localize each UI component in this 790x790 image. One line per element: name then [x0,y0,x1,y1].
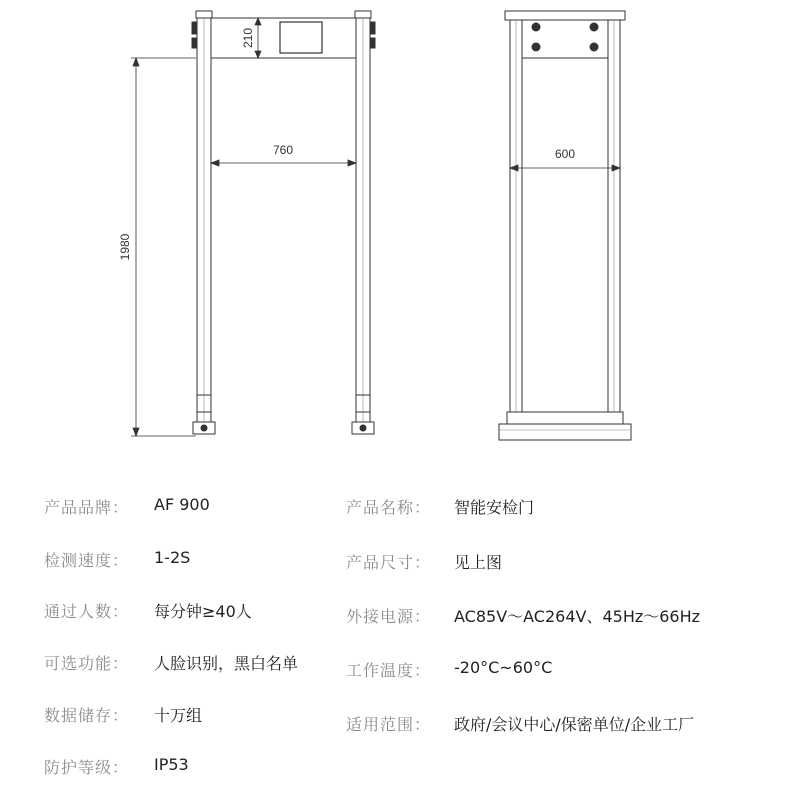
spec-value-applications: 政府/会议中心/保密单位/企业工厂 [454,715,695,734]
spec-value-brand: AF 900 [154,495,210,514]
spec-label-throughput: 通过人数： [44,602,130,621]
spec-label-size: 产品尺寸： [346,553,432,572]
spec-value-protection: IP53 [154,755,189,774]
spec-value-options: 人脸识别，黑白名单 [154,654,299,673]
spec-value-speed: 1-2S [154,548,191,567]
spec-value-throughput: 每分钟≥40人 [154,602,252,621]
spec-label-name: 产品名称： [346,498,432,517]
spec-label-speed: 检测速度： [44,551,130,570]
dim-depth: 600 [554,147,576,161]
spec-label-storage: 数据储存： [44,706,130,725]
spec-label-temperature: 工作温度： [346,661,432,680]
dim-top-height: 210 [241,27,256,49]
spec-label-protection: 防护等级： [44,758,130,777]
dim-inner-width: 760 [272,143,294,157]
spec-label-brand: 产品品牌： [44,498,130,517]
spec-value-temperature: -20°C~60°C [454,658,553,677]
spec-value-name: 智能安检门 [454,498,535,517]
spec-label-options: 可选功能： [44,654,130,673]
spec-label-applications: 适用范围： [346,715,432,734]
spec-label-power: 外接电源： [346,607,432,626]
spec-value-storage: 十万组 [154,706,203,725]
dim-total-height: 1980 [118,233,133,261]
spec-value-power: AC85V～AC264V、45Hz～66Hz [454,607,701,626]
spec-value-size: 见上图 [454,553,503,572]
